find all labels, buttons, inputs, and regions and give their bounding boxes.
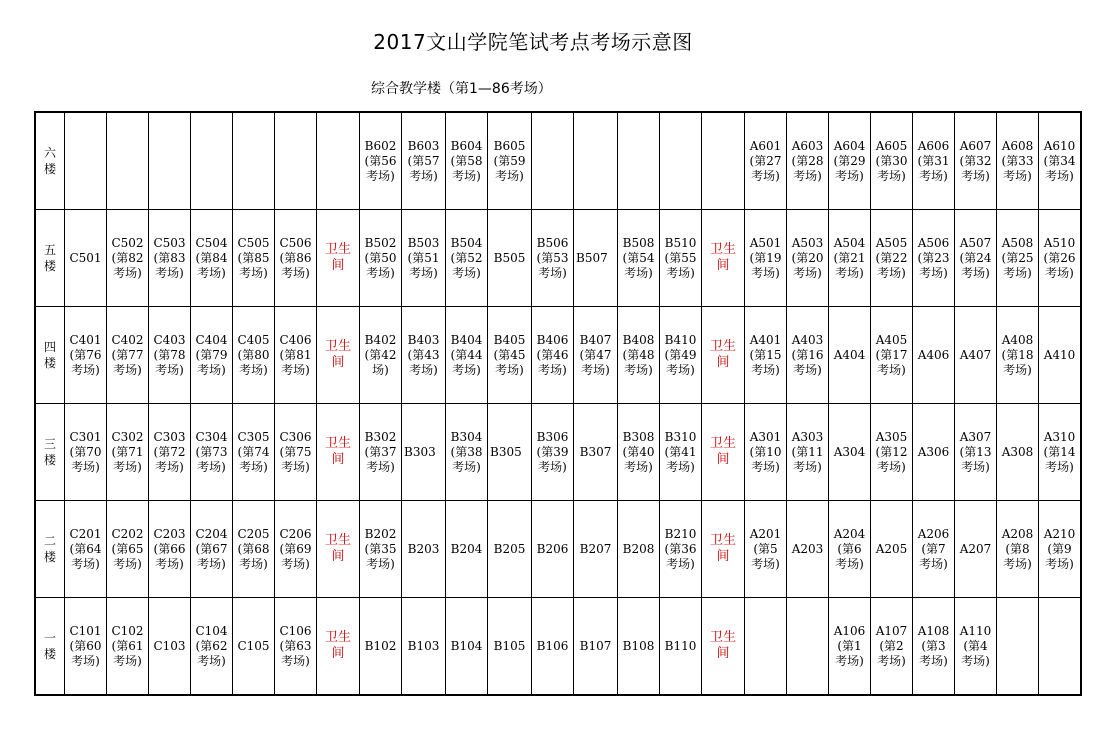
room-label: C101 (第60 考场): [69, 623, 102, 668]
restroom-cell: [702, 404, 745, 501]
exam-room-cell: [275, 598, 317, 696]
room-label: B203: [407, 541, 440, 556]
room-label: A305 (第12 考场): [875, 429, 908, 474]
exam-room-cell: [233, 210, 275, 307]
exam-room-cell: [191, 598, 233, 696]
room-label: A607 (第32 考场): [959, 138, 992, 183]
room-label: A406: [917, 347, 950, 362]
exam-room-cell: [660, 404, 702, 501]
room-label: B310 (第41 考场): [664, 429, 697, 474]
room-label: C303 (第72 考场): [153, 429, 186, 474]
exam-room-cell: [488, 112, 532, 210]
room-label: B408 (第48 考场): [622, 332, 655, 377]
room-label: B102: [364, 638, 397, 653]
room-label: A504 (第21 考场): [833, 235, 866, 280]
exam-room-cell: [871, 501, 913, 598]
exam-room-cell: [402, 598, 446, 696]
room-label: B110: [664, 638, 697, 653]
floor-row: [35, 598, 1081, 696]
room-label: C306 (第75 考场): [279, 429, 312, 474]
exam-room-cell: [997, 404, 1039, 501]
room-label: B407 (第47 考场): [579, 332, 612, 377]
exam-room-cell: [1039, 210, 1082, 307]
exam-room-cell: [660, 598, 702, 696]
exam-room-cell: [618, 404, 660, 501]
room-label: B406 (第46 考场): [536, 332, 569, 377]
exam-room-cell: [65, 598, 107, 696]
room-label: C505 (第85 考场): [237, 235, 270, 280]
room-label: B107: [579, 638, 612, 653]
empty-cell: [574, 112, 618, 210]
restroom-cell: [317, 501, 360, 598]
exam-room-cell: [360, 210, 402, 307]
room-label: B103: [407, 638, 440, 653]
exam-room-cell: [829, 598, 871, 696]
exam-room-cell: [829, 501, 871, 598]
room-label: B208: [622, 541, 655, 556]
room-label: A306: [917, 444, 950, 459]
empty-cell: [702, 112, 745, 210]
room-label: B104: [450, 638, 483, 653]
restroom-label: 卫生间: [709, 339, 736, 370]
room-label: A605 (第30 考场): [875, 138, 908, 183]
exam-room-cell: [149, 404, 191, 501]
exam-room-cell: [574, 501, 618, 598]
room-label: B307: [579, 444, 612, 459]
room-label: C301 (第70 考场): [69, 429, 102, 474]
room-label: C406 (第81 考场): [279, 332, 312, 377]
room-label: B402 (第42 场): [364, 332, 397, 377]
floor-row: [35, 307, 1081, 404]
exam-room-cell: [618, 501, 660, 598]
room-label: A405 (第17 考场): [875, 332, 908, 377]
room-label: A208 (第8 考场): [1001, 526, 1034, 571]
room-label: C402 (第77 考场): [111, 332, 144, 377]
room-label: B505: [493, 250, 526, 265]
room-label: A304: [833, 444, 866, 459]
room-label: A606 (第31 考场): [917, 138, 950, 183]
exam-room-cell: [871, 307, 913, 404]
room-label: C202 (第65 考场): [111, 526, 144, 571]
exam-room-cell: [149, 598, 191, 696]
exam-room-cell: [574, 598, 618, 696]
room-label: A407: [959, 347, 992, 362]
exam-room-cell: [275, 404, 317, 501]
exam-room-cell: [829, 112, 871, 210]
exam-room-cell: [107, 210, 149, 307]
exam-room-cell: [532, 210, 574, 307]
exam-room-cell: [1039, 307, 1082, 404]
room-label: B404 (第44 考场): [450, 332, 483, 377]
room-label: B304 (第38 考场): [450, 429, 483, 474]
room-label: C403 (第78 考场): [153, 332, 186, 377]
exam-room-cell: [488, 501, 532, 598]
exam-room-cell: [1039, 404, 1082, 501]
exam-room-cell: [618, 210, 660, 307]
exam-room-cell: [745, 404, 787, 501]
empty-cell: [532, 112, 574, 210]
room-label: B510 (第55 考场): [664, 235, 697, 280]
exam-room-cell: [787, 307, 829, 404]
exam-room-cell: [574, 404, 618, 501]
exam-room-cell: [574, 307, 618, 404]
exam-room-cell: [360, 307, 402, 404]
room-label: C401 (第76 考场): [69, 332, 102, 377]
exam-room-cell: [955, 112, 997, 210]
exam-room-cell: [660, 501, 702, 598]
room-label: C302 (第71 考场): [111, 429, 144, 474]
room-label: A307 (第13 考场): [959, 429, 992, 474]
exam-room-cell: [660, 210, 702, 307]
exam-room-cell: [913, 210, 955, 307]
empty-cell: [317, 112, 360, 210]
room-label: A205: [875, 541, 908, 556]
exam-room-cell: [107, 501, 149, 598]
exam-room-cell: [913, 112, 955, 210]
room-label: B303: [404, 444, 436, 459]
exam-room-cell: [787, 112, 829, 210]
exam-room-cell: [618, 307, 660, 404]
room-label: C105: [237, 638, 270, 653]
room-label: A207: [959, 541, 992, 556]
room-label: A410: [1043, 347, 1076, 362]
room-label: B210 (第36 考场): [664, 526, 697, 571]
room-label: A303 (第11 考场): [791, 429, 824, 474]
exam-room-cell: [913, 404, 955, 501]
floor-label-text: 二楼: [43, 534, 56, 564]
room-label: B207: [579, 541, 612, 556]
exam-room-cell: [488, 210, 532, 307]
room-label: A603 (第28 考场): [791, 138, 824, 183]
floor-label-text: 一楼: [43, 631, 56, 661]
exam-room-cell: [745, 307, 787, 404]
room-label: B403 (第43 考场): [407, 332, 440, 377]
room-label: B405 (第45 考场): [493, 332, 526, 377]
room-label: A503 (第20 考场): [791, 235, 824, 280]
exam-room-cell: [997, 501, 1039, 598]
exam-room-cell: [787, 210, 829, 307]
restroom-cell: [317, 598, 360, 696]
room-label: C501: [69, 250, 102, 265]
room-label: A301 (第10 考场): [749, 429, 782, 474]
exam-room-cell: [191, 210, 233, 307]
room-label: C503 (第83 考场): [153, 235, 186, 280]
room-label: B204: [450, 541, 483, 556]
room-label: B410 (第49 考场): [664, 332, 697, 377]
exam-room-cell: [574, 210, 618, 307]
room-label: B306 (第39 考场): [536, 429, 569, 474]
empty-cell: [745, 598, 787, 696]
room-label: A204 (第6 考场): [833, 526, 866, 571]
empty-cell: [107, 112, 149, 210]
exam-room-cell: [402, 307, 446, 404]
exam-room-cell: [402, 210, 446, 307]
restroom-cell: [702, 210, 745, 307]
exam-room-cell: [275, 307, 317, 404]
exam-room-cell: [191, 307, 233, 404]
room-label: C205 (第68 考场): [237, 526, 270, 571]
room-label: B602 (第56 考场): [364, 138, 397, 183]
room-label: A310 (第14 考场): [1043, 429, 1076, 474]
exam-room-cell: [488, 404, 532, 501]
room-label: C305 (第74 考场): [237, 429, 270, 474]
room-label: B605 (第59 考场): [493, 138, 526, 183]
exam-room-cell: [787, 501, 829, 598]
room-label: A604 (第29 考场): [833, 138, 866, 183]
room-label: A107 (第2 考场): [875, 623, 908, 668]
floor-label: [35, 501, 65, 598]
room-label: B108: [622, 638, 655, 653]
room-label: B308 (第40 考场): [622, 429, 655, 474]
restroom-label: 卫生间: [709, 242, 736, 273]
floor-label: [35, 404, 65, 501]
room-label: C506 (第86 考场): [279, 235, 312, 280]
room-label: C304 (第73 考场): [195, 429, 228, 474]
exam-room-cell: [233, 598, 275, 696]
exam-room-cell: [955, 210, 997, 307]
empty-cell: [65, 112, 107, 210]
room-label: B502 (第50 考场): [364, 235, 397, 280]
exam-room-grid: [34, 111, 1082, 696]
restroom-label: 卫生间: [324, 436, 351, 467]
exam-room-cell: [402, 501, 446, 598]
restroom-label: 卫生间: [709, 436, 736, 467]
room-label: C206 (第69 考场): [279, 526, 312, 571]
exam-room-cell: [360, 404, 402, 501]
room-label: B503 (第51 考场): [407, 235, 440, 280]
exam-room-cell: [997, 112, 1039, 210]
room-label: B506 (第53 考场): [536, 235, 569, 280]
exam-room-cell: [997, 210, 1039, 307]
room-label: A108 (第3 考场): [917, 623, 950, 668]
exam-room-cell: [829, 404, 871, 501]
room-label: C203 (第66 考场): [153, 526, 186, 571]
room-label: A203: [791, 541, 824, 556]
restroom-label: 卫生间: [324, 242, 351, 273]
floor-row: [35, 210, 1081, 307]
room-label: A508 (第25 考场): [1001, 235, 1034, 280]
restroom-label: 卫生间: [709, 533, 736, 564]
room-label: B305: [490, 444, 522, 459]
exam-room-cell: [955, 501, 997, 598]
floor-label-text: 四楼: [43, 340, 56, 370]
room-label: B604 (第58 考场): [450, 138, 483, 183]
empty-cell: [275, 112, 317, 210]
exam-room-cell: [446, 404, 488, 501]
exam-room-cell: [997, 307, 1039, 404]
exam-room-cell: [149, 210, 191, 307]
exam-room-cell: [913, 501, 955, 598]
floor-label: [35, 307, 65, 404]
exam-room-cell: [955, 404, 997, 501]
room-label: A403 (第16 考场): [791, 332, 824, 377]
exam-room-cell: [446, 598, 488, 696]
room-label: C204 (第67 考场): [195, 526, 228, 571]
room-label: A608 (第33 考场): [1001, 138, 1034, 183]
exam-room-cell: [488, 598, 532, 696]
room-label: A210 (第9 考场): [1043, 526, 1076, 571]
exam-room-cell: [149, 307, 191, 404]
empty-cell: [233, 112, 275, 210]
room-label: A510 (第26 考场): [1043, 235, 1076, 280]
exam-room-cell: [275, 501, 317, 598]
exam-room-cell: [446, 307, 488, 404]
empty-cell: [997, 598, 1039, 696]
exam-room-cell: [65, 501, 107, 598]
exam-room-cell: [1039, 501, 1082, 598]
room-label: C104 (第62 考场): [195, 623, 228, 668]
exam-room-cell: [360, 501, 402, 598]
restroom-label: 卫生间: [709, 630, 736, 661]
room-label: C201 (第64 考场): [69, 526, 102, 571]
room-label: A408 (第18 考场): [1001, 332, 1034, 377]
restroom-label: 卫生间: [324, 533, 351, 564]
exam-room-cell: [233, 404, 275, 501]
room-label: B603 (第57 考场): [407, 138, 440, 183]
empty-cell: [149, 112, 191, 210]
exam-room-cell: [913, 598, 955, 696]
room-label: A106 (第1 考场): [833, 623, 866, 668]
room-label: B202 (第35 考场): [364, 526, 397, 571]
room-label: B106: [536, 638, 569, 653]
exam-room-cell: [532, 404, 574, 501]
exam-room-cell: [1039, 112, 1082, 210]
room-label: A505 (第22 考场): [875, 235, 908, 280]
exam-room-cell: [955, 307, 997, 404]
floor-row: [35, 112, 1081, 210]
exam-room-cell: [402, 404, 446, 501]
exam-room-cell: [275, 210, 317, 307]
room-label: A110 (第4 考场): [959, 623, 992, 668]
restroom-cell: [702, 307, 745, 404]
room-label: A401 (第15 考场): [749, 332, 782, 377]
exam-room-cell: [360, 112, 402, 210]
exam-room-cell: [660, 307, 702, 404]
room-label: A206 (第7 考场): [917, 526, 950, 571]
exam-room-cell: [871, 404, 913, 501]
page-title: 2017文山学院笔试考点考场示意图: [373, 30, 693, 54]
room-label: A601 (第27 考场): [749, 138, 782, 183]
room-label: C102 (第61 考场): [111, 623, 144, 668]
exam-room-cell: [107, 307, 149, 404]
empty-cell: [660, 112, 702, 210]
exam-room-cell: [107, 404, 149, 501]
exam-room-cell: [107, 598, 149, 696]
exam-room-cell: [745, 210, 787, 307]
room-label: A506 (第23 考场): [917, 235, 950, 280]
room-label: C103: [153, 638, 186, 653]
exam-room-cell: [532, 307, 574, 404]
exam-room-cell: [65, 404, 107, 501]
room-label: A610 (第34 考场): [1043, 138, 1076, 183]
restroom-cell: [317, 307, 360, 404]
floor-label: [35, 112, 65, 210]
empty-cell: [618, 112, 660, 210]
exam-room-cell: [829, 210, 871, 307]
floor-label-text: 五楼: [43, 243, 56, 273]
exam-room-cell: [191, 404, 233, 501]
empty-cell: [191, 112, 233, 210]
floor-label-text: 三楼: [43, 437, 56, 467]
exam-room-cell: [149, 501, 191, 598]
exam-room-cell: [402, 112, 446, 210]
floor-label-text: 六楼: [43, 146, 56, 176]
restroom-cell: [317, 404, 360, 501]
room-label: C405 (第80 考场): [237, 332, 270, 377]
room-label: C106 (第63 考场): [279, 623, 312, 668]
room-label: C504 (第84 考场): [195, 235, 228, 280]
exam-room-cell: [65, 307, 107, 404]
room-label: A501 (第19 考场): [749, 235, 782, 280]
exam-room-cell: [829, 307, 871, 404]
room-label: B206: [536, 541, 569, 556]
exam-room-cell: [871, 598, 913, 696]
room-label: A308: [1001, 444, 1034, 459]
floor-row: [35, 501, 1081, 598]
exam-room-cell: [871, 112, 913, 210]
restroom-label: 卫生间: [324, 630, 351, 661]
empty-cell: [1039, 598, 1082, 696]
exam-room-cell: [446, 501, 488, 598]
exam-room-cell: [532, 598, 574, 696]
exam-room-cell: [233, 501, 275, 598]
exam-room-cell: [745, 501, 787, 598]
restroom-cell: [702, 501, 745, 598]
empty-cell: [787, 598, 829, 696]
room-label: B105: [493, 638, 526, 653]
exam-room-cell: [360, 598, 402, 696]
building-subtitle: 综合教学楼（第1—86考场）: [371, 81, 552, 97]
room-label: B504 (第52 考场): [450, 235, 483, 280]
exam-room-cell: [871, 210, 913, 307]
room-label: B302 (第37 考场): [364, 429, 397, 474]
room-label: A507 (第24 考场): [959, 235, 992, 280]
floor-label: [35, 598, 65, 696]
exam-room-cell: [65, 210, 107, 307]
room-label: A201 (第5 考场): [749, 526, 782, 571]
floor-row: [35, 404, 1081, 501]
room-label: B205: [493, 541, 526, 556]
room-label: C404 (第79 考场): [195, 332, 228, 377]
room-label: B508 (第54 考场): [622, 235, 655, 280]
exam-room-cell: [913, 307, 955, 404]
restroom-cell: [702, 598, 745, 696]
restroom-cell: [317, 210, 360, 307]
exam-room-cell: [446, 112, 488, 210]
exam-room-cell: [955, 598, 997, 696]
exam-room-cell: [618, 598, 660, 696]
room-label: A404: [833, 347, 866, 362]
exam-room-cell: [233, 307, 275, 404]
exam-room-cell: [787, 404, 829, 501]
floor-label: [35, 210, 65, 307]
exam-room-cell: [446, 210, 488, 307]
restroom-label: 卫生间: [324, 339, 351, 370]
exam-room-cell: [488, 307, 532, 404]
exam-room-cell: [191, 501, 233, 598]
exam-room-cell: [745, 112, 787, 210]
room-label: C502 (第82 考场): [111, 235, 144, 280]
exam-room-cell: [532, 501, 574, 598]
room-label: B507: [576, 250, 608, 265]
